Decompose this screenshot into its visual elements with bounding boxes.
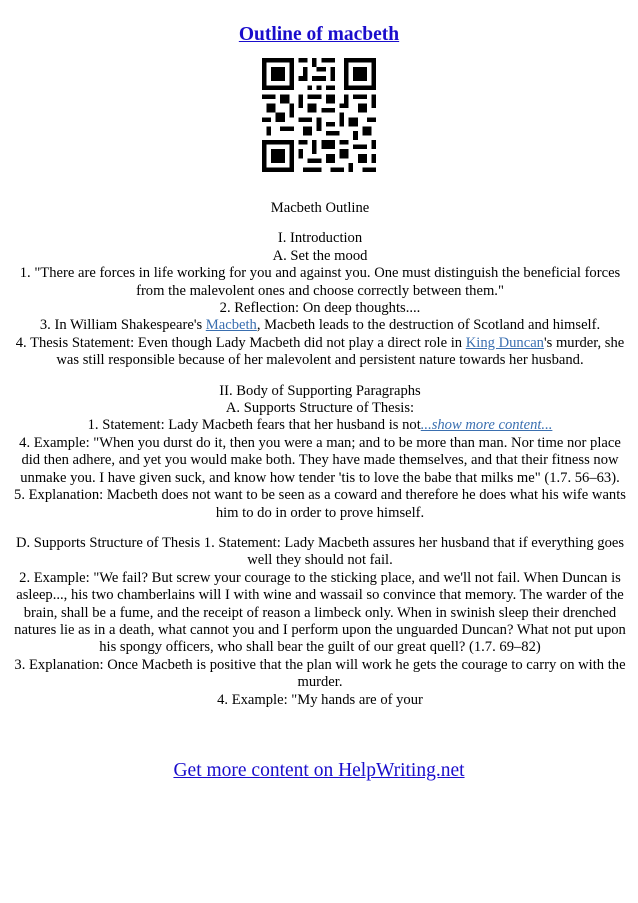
- section-d-point-3: 3. Explanation: Once Macbeth is positive that the plan will work he gets the courage to carry on with the murder.: [14, 656, 626, 691]
- get-more-content-link[interactable]: Get more content on HelpWriting.net: [173, 760, 465, 781]
- body-example-4: 4. Example: "When you durst do it, then you were a man; and to be more than man. Nor time nor place did then adhere, and yet you would make both. They have made themselves, and that their fitness now unmake you. I have given suck, and know how tender 'tis to love the babe that milks me" (1.7. 56–63).: [19, 434, 621, 486]
- intro-point-3-text-end: , Macbeth leads to the destruction of Scotland and himself.: [256, 317, 601, 334]
- body-heading: II. Body of Supporting Paragraphs: [219, 382, 421, 399]
- intro-point-3: [14, 317, 626, 334]
- intro-point-1: 1. "There are forces in life working for you and against you. One must distinguish the beneficial forces from the malevolent ones and choose correctly between them.": [19, 265, 621, 299]
- outline-content: [14, 200, 626, 709]
- intro-point-4-text-end: 's murder, she was still responsible because of her malevolent and persistent nature towards her husband.: [56, 334, 625, 369]
- intro-subheading: A. Set the mood: [272, 247, 368, 264]
- outline-heading: Macbeth Outline: [270, 200, 370, 216]
- document-title-link[interactable]: Outline of macbeth: [238, 24, 400, 45]
- body-statement-1-text: 1. Statement: Lady Macbeth fears that her husband is not: [87, 417, 421, 434]
- body-explanation-5: 5. Explanation: Macbeth does not want to be seen as a coward and therefore he does what his wife wants him to do in order to prove himself.: [14, 487, 626, 521]
- qr-code: [262, 58, 376, 172]
- body-subheading: A. Supports Structure of Thesis:: [225, 400, 415, 417]
- intro-point-4: [14, 335, 626, 370]
- body-statement-1: [14, 417, 626, 434]
- section-d-point-4: 4. Example: "My hands are of your: [217, 691, 423, 708]
- show-more-link[interactable]: ...show more content...: [420, 417, 553, 434]
- intro-point-3-text: 3. In William Shakespeare's: [39, 317, 206, 334]
- macbeth-link[interactable]: Macbeth: [205, 317, 257, 334]
- section-d-point-1: D. Supports Structure of Thesis 1. Statement: Lady Macbeth assures her husband that if everything goes well they should not fail.: [15, 534, 625, 569]
- intro-point-2: 2. Reflection: On deep thoughts....: [219, 300, 421, 317]
- intro-point-4-text: 4. Thesis Statement: Even though Lady Macbeth did not play a direct role in: [15, 334, 466, 351]
- intro-heading: I. Introduction: [277, 230, 363, 247]
- king-duncan-link[interactable]: King Duncan: [465, 334, 544, 351]
- section-d-point-2: 2. Example: "We fail? But screw your courage to the sticking place, and we'll not fail. When Duncan is asleep..., his two chamberlains will I with wine and wassail so convince that memory. The warder of the brain, shall be a fume, and the receipt of reason a limbeck only. When in swinish sleep their drenched natures lie as in a death, what cannot you and I perform upon the unguarded Duncan? What not put upon his spongy officers, who shall bear the guilt of our great quell? (1.7. 69–82): [14, 569, 626, 656]
